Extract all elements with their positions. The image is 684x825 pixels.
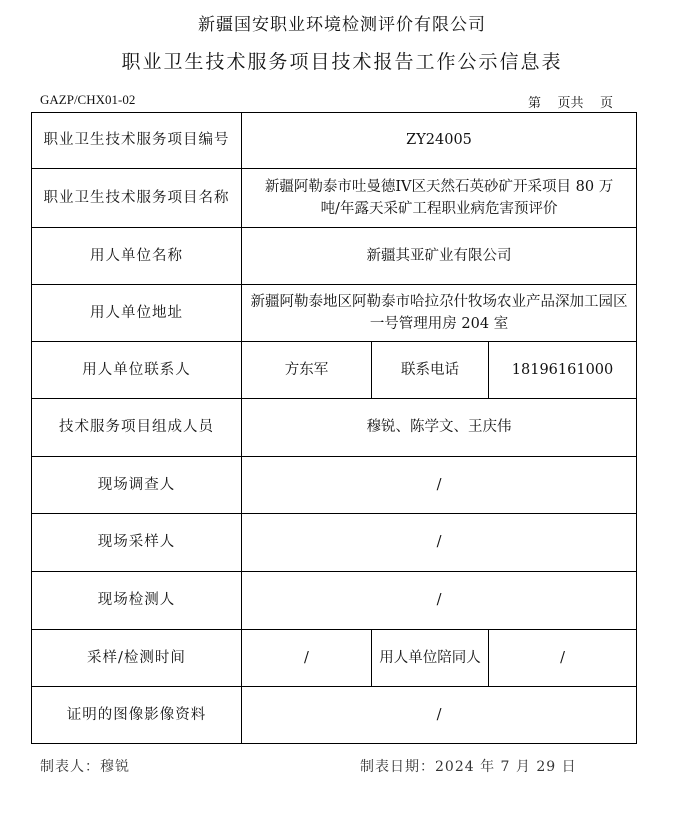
employer-address-value: 新疆阿勒泰地区阿勒泰市哈拉尕什牧场农业产品深加工园区一号管理用房 204 室 xyxy=(242,285,637,342)
tester-label: 现场检测人 xyxy=(32,572,242,630)
investigator-value: / xyxy=(242,457,637,514)
sampling-time-value: / xyxy=(242,630,372,687)
employer-name-value: 新疆其亚矿业有限公司 xyxy=(242,228,637,285)
preparer: 制表人：穆锐 xyxy=(40,759,130,775)
investigator-label: 现场调查人 xyxy=(32,457,242,514)
prepared-date: 制表日期：2024 年 7 月 29 日 xyxy=(360,759,577,775)
employer-address-label: 用人单位地址 xyxy=(32,285,242,342)
table-row xyxy=(32,285,637,342)
companion-value: / xyxy=(489,630,637,687)
table-row xyxy=(32,228,637,285)
phone-value: 18196161000 xyxy=(489,342,637,399)
phone-label: 联系电话 xyxy=(372,342,489,399)
members-value: 穆锐、陈学文、王庆伟 xyxy=(242,399,637,457)
table-row xyxy=(32,572,637,630)
project-name-value: 新疆阿勒泰市吐曼德IV区天然石英砂矿开采项目 80 万吨/年露天采矿工程职业病危害预评价 xyxy=(242,169,637,228)
document-title: 职业卫生技术服务项目技术报告工作公示信息表 xyxy=(121,51,563,73)
table-row xyxy=(32,457,637,514)
tester-value: / xyxy=(242,572,637,630)
table-row xyxy=(32,687,637,744)
table-row xyxy=(32,342,637,399)
company-name: 新疆国安职业环境检测评价有限公司 xyxy=(198,15,486,35)
sampler-label: 现场采样人 xyxy=(32,514,242,572)
contact-label: 用人单位联系人 xyxy=(32,342,242,399)
project-name-label: 职业卫生技术服务项目名称 xyxy=(32,169,242,228)
table-row xyxy=(32,169,637,228)
members-label: 技术服务项目组成人员 xyxy=(32,399,242,457)
project-no-value: ZY24005 xyxy=(242,113,637,169)
employer-name-label: 用人单位名称 xyxy=(32,228,242,285)
companion-label: 用人单位陪同人 xyxy=(372,630,489,687)
images-label: 证明的图像影像资料 xyxy=(32,687,242,744)
sampling-time-label: 采样/检测时间 xyxy=(32,630,242,687)
contact-value: 方东军 xyxy=(242,342,372,399)
table-row xyxy=(32,630,637,687)
sampler-value: / xyxy=(242,514,637,572)
table-row xyxy=(32,399,637,457)
table-row xyxy=(32,113,637,169)
info-table xyxy=(31,112,637,744)
document-code: GAZP/CHX01-02 xyxy=(40,92,136,107)
page-info: 第 页共 页 xyxy=(528,96,614,111)
images-value: / xyxy=(242,687,637,744)
table-row xyxy=(32,514,637,572)
project-no-label: 职业卫生技术服务项目编号 xyxy=(32,113,242,169)
